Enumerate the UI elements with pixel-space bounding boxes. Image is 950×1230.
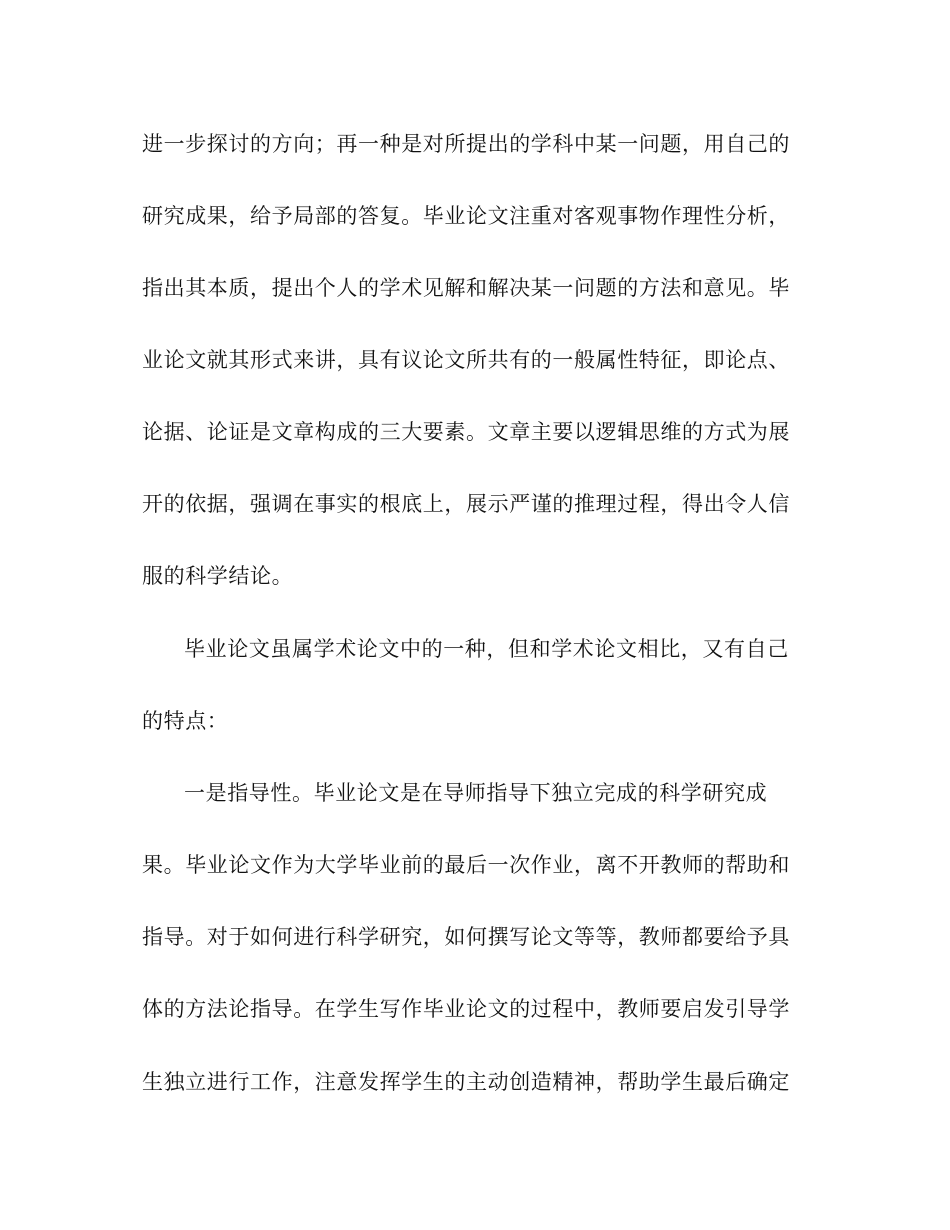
text-line: 开的依据，强调在事实的根底上，展示严谨的推理过程，得出令人信 (142, 492, 790, 516)
text-line: 体的方法论指导。在学生写作毕业论文的过程中，教师要启发引导学 (142, 997, 790, 1021)
text-line: 生独立进行工作，注意发挥学生的主动创造精神，帮助学生最后确定 (142, 1070, 790, 1094)
text-line: 论据、论证是文章构成的三大要素。文章主要以逻辑思维的方式为展 (142, 420, 790, 444)
text-line: 指出其本质，提出个人的学术见解和解决某一问题的方法和意见。毕 (142, 276, 790, 300)
text-line: 的特点： (142, 709, 229, 733)
text-line: 业论文就其形式来讲，具有议论文所共有的一般属性特征，即论点、 (142, 348, 790, 372)
text-line: 进一步探讨的方向；再一种是对所提出的学科中某一问题，用自己的 (142, 132, 790, 156)
text-line: 果。毕业论文作为大学毕业前的最后一次作业，离不开教师的帮助和 (142, 853, 790, 877)
text-line: 服的科学结论。 (142, 564, 294, 588)
text-line: 研究成果，给予局部的答复。毕业论文注重对客观事物作理性分析， (142, 204, 790, 228)
text-line: 一是指导性。毕业论文是在导师指导下独立完成的科学研究成 (184, 781, 768, 805)
text-line: 毕业论文虽属学术论文中的一种，但和学术论文相比，又有自己 (184, 637, 789, 661)
text-line: 指导。对于如何进行科学研究，如何撰写论文等等，教师都要给予具 (142, 925, 790, 949)
